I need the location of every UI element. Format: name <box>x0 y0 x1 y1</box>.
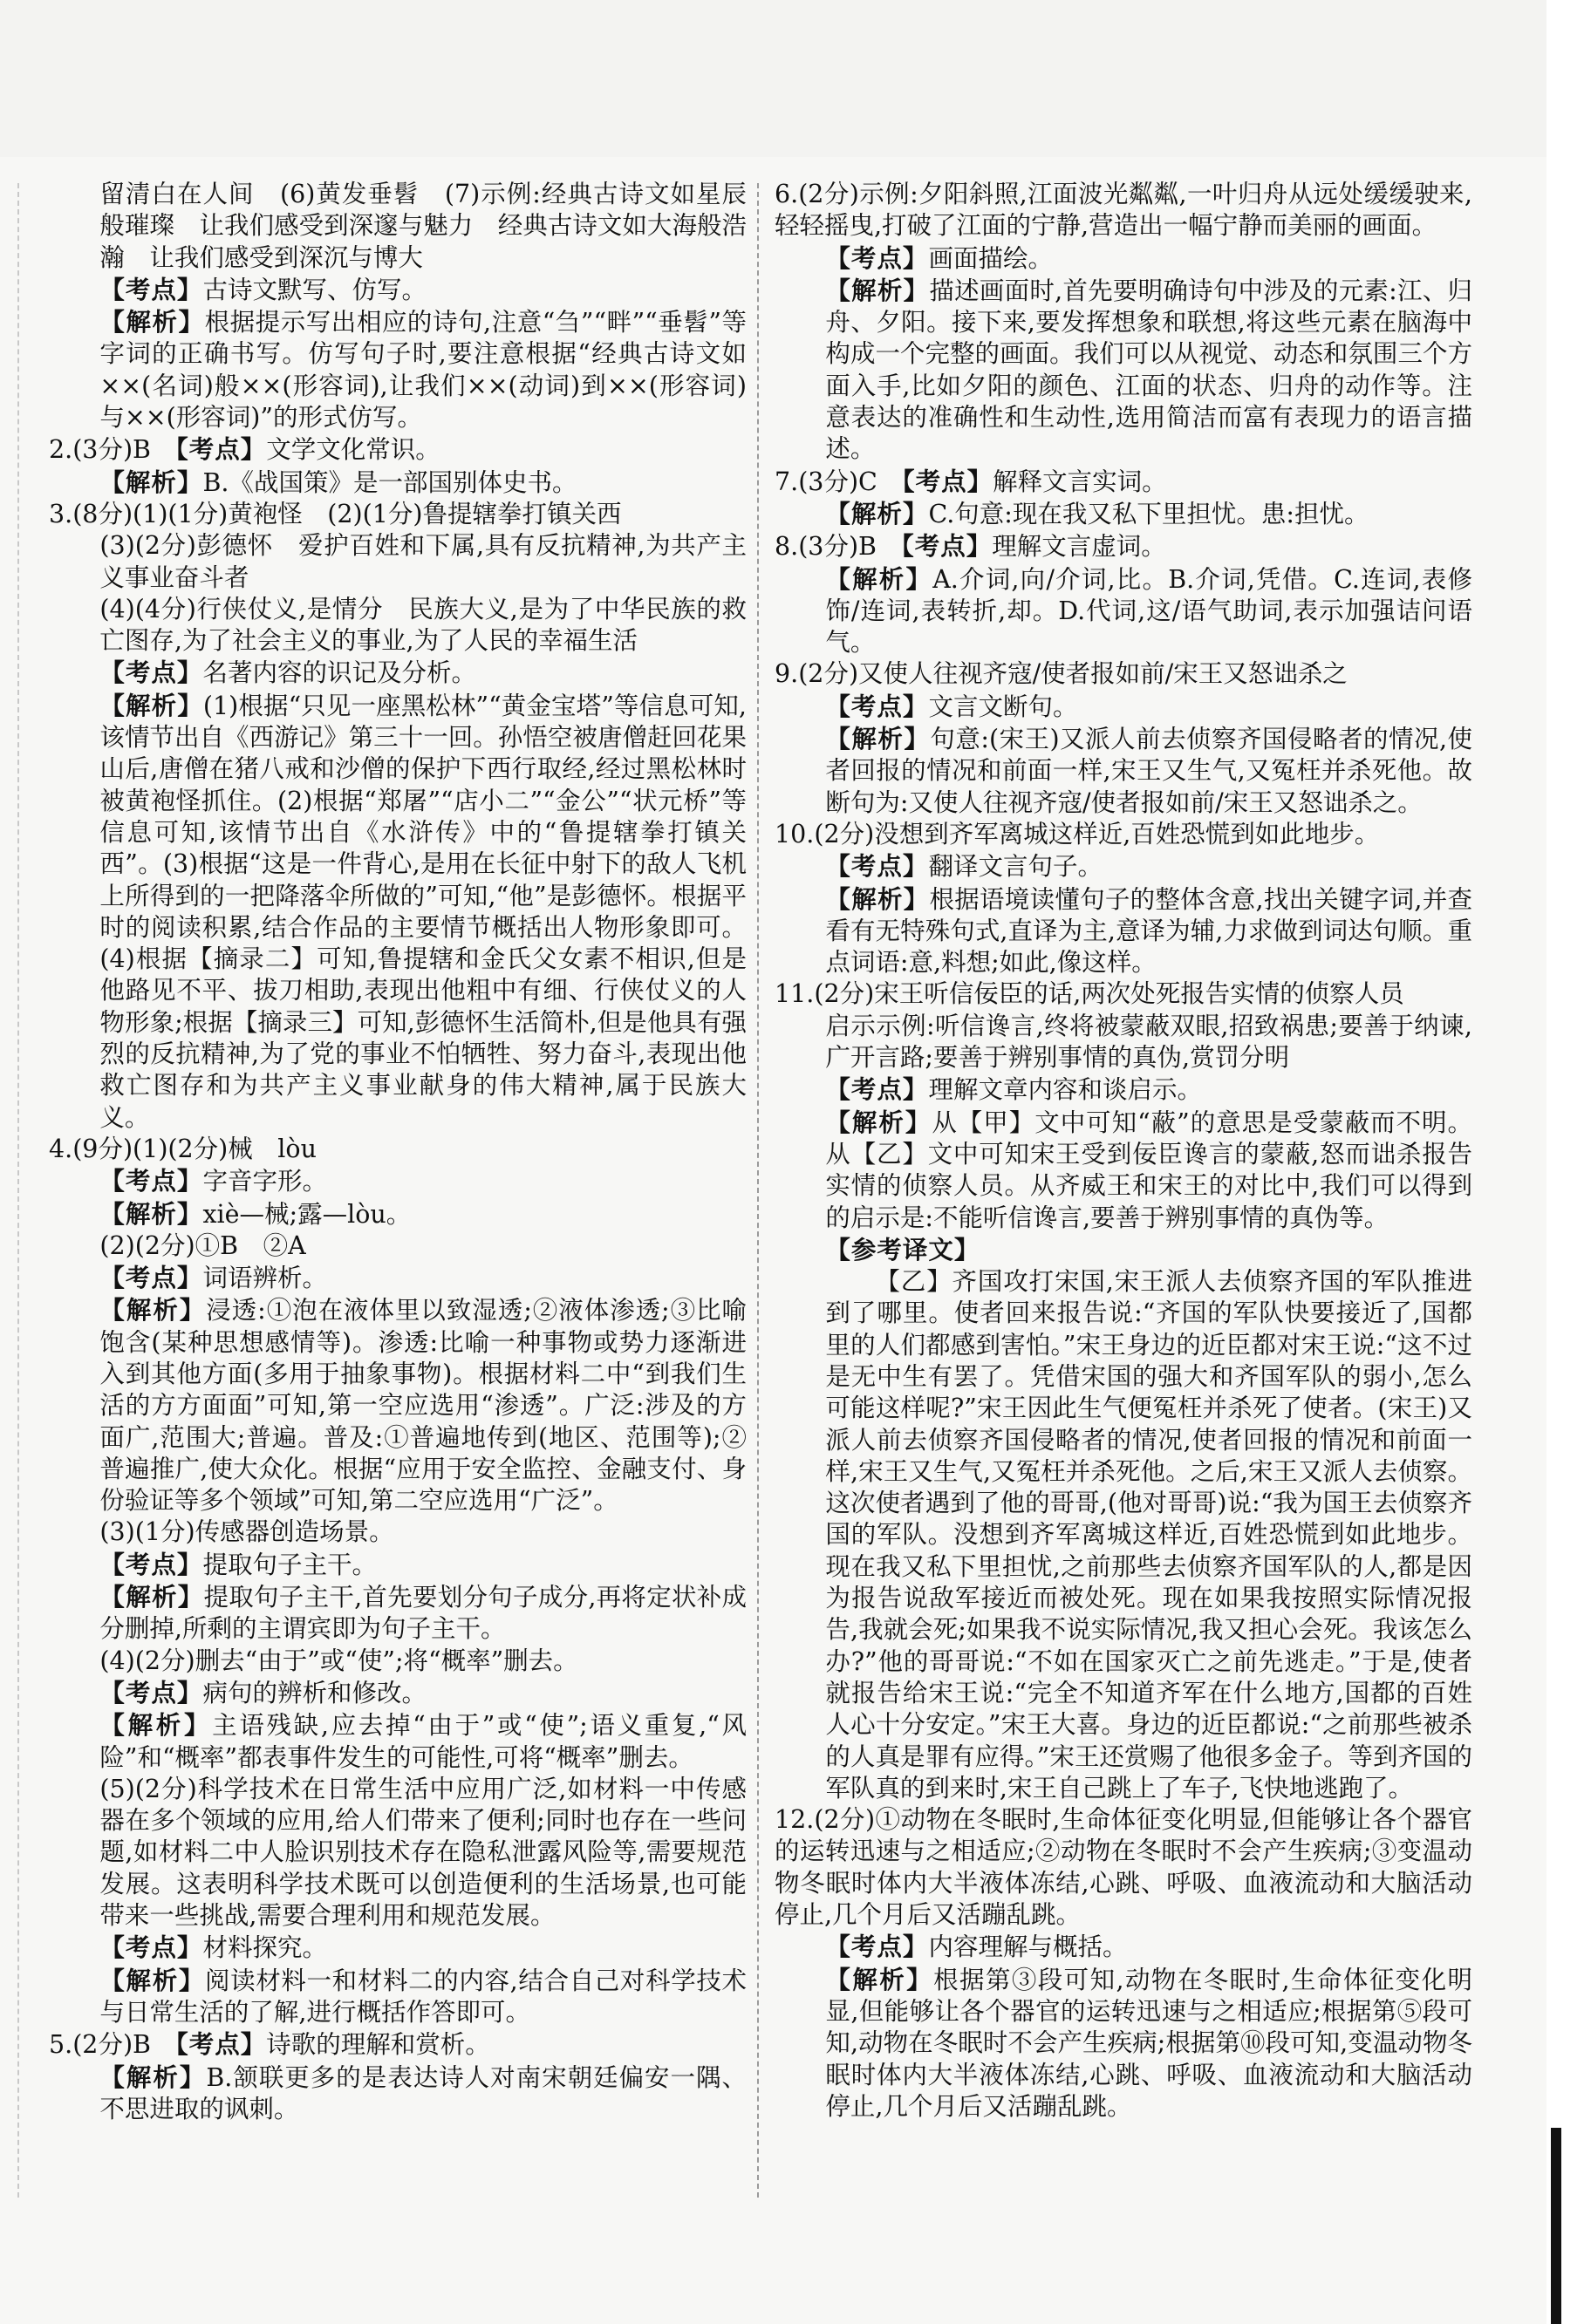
text-run: 浸透:①泡在液体里以致湿透;②液体渗透;③比喻饱含(某种思想感情等)。渗透:比喻一种事物或势力逐渐进入到其他方面(多用于抽象事物)。根据材料二中“到我们生活的方方面面”可知,第一空应选用“渗透”。广泛:涉及的方面广,范围大;普遍。普及:①普遍地传到(地区、范围等);②普遍推广,使大众化。根据“应用于安全监控、金融支付、身份验证等多个领域”可知,第二空应选用“广泛”。 <box>99 1296 747 1516</box>
answer-paragraph <box>775 1931 1472 1963</box>
section-tag: 【考点】 <box>825 1074 929 1105</box>
section-tag: 【考点】 <box>175 434 267 465</box>
answer-paragraph <box>775 498 1472 530</box>
text-run: (3)(2分)彭德怀 爱护百姓和下属,具有反抗精神,为共产主义事业奋斗者 <box>99 531 747 592</box>
section-tag: 【解析】 <box>99 1582 204 1612</box>
answer-paragraph <box>49 1230 747 1262</box>
answer-paragraph <box>49 1516 747 1548</box>
section-tag: 【考点】 <box>99 658 203 688</box>
answer-paragraph <box>49 1932 747 1964</box>
section-tag: 【考点】 <box>99 274 203 304</box>
section-tag: 【解析】 <box>825 275 930 305</box>
text-run: 2.(3分)B <box>49 435 176 465</box>
text-run: 根据语境读懂句子的整体含意,找出关键字词,并查看有无特殊句式,直译为主,意译为辅,力求做到词达句顺。重点词语:意,料想;如此,像这样。 <box>825 884 1472 978</box>
answer-paragraph <box>775 1266 1472 1804</box>
text-run: 名著内容的识记及分析。 <box>202 658 476 688</box>
text-run: (4)(2分)删去“由于”或“使”;将“概率”删去。 <box>99 1646 578 1675</box>
answer-paragraph <box>775 242 1472 275</box>
answer-paragraph <box>49 530 747 594</box>
text-run: (3)(1分)传感器创造场景。 <box>99 1517 394 1547</box>
text-run: 理解文言虚词。 <box>992 532 1166 562</box>
text-run: 11.(2分)宋王听信佞臣的话,两次处死报告实情的侦察人员 <box>775 979 1404 1009</box>
text-run: 5.(2分)B <box>49 2030 176 2060</box>
text-run: 材料探究。 <box>202 1933 327 1963</box>
text-run: 12.(2分)①动物在冬眠时,生命体征变化明显,但能够让各个器官的运转迅速与之相适应;②动物在冬眠时不会产生疾病;③变温动物冬眠时体内大半液体冻结,心跳、呼吸、血液流动和大脑活动停止,几个月后又活蹦乱跳。 <box>775 1805 1472 1930</box>
text-run: 留清白在人间 (6)黄发垂髫 (7)示例:经典古诗文如星辰般璀璨 让我们感受到深邃与魅力 经典古诗文如大海般浩瀚 让我们感受到深沉与博大 <box>99 180 747 272</box>
section-tag: 【考点】 <box>99 1549 203 1579</box>
answer-paragraph <box>49 1646 747 1677</box>
answer-paragraph <box>49 1965 747 2029</box>
text-run: 词语辨析。 <box>202 1264 327 1293</box>
answer-paragraph <box>49 1677 747 1709</box>
text-run: 提取句子主干。 <box>202 1550 377 1579</box>
text-run: 内容理解与概括。 <box>928 1932 1128 1962</box>
text-run: 从【甲】文中可知“蔽”的意思是受蒙蔽而不明。从【乙】文中可知宋王受到佞臣谗言的蒙蔽,怒而诎杀报告实情的侦察人员。从齐威王和宋王的对比中,我们可以得到的启示是:不能听信谗言,要善于辨别事情的真伪等。 <box>825 1107 1472 1232</box>
text-run: 根据提示写出相应的诗句,注意“刍”“畔”“垂髫”等字词的正确书写。仿写句子时,要注意根据“经典古诗文如××(名词)般××(形容词),让我们××(动词)到××(形容词)与××(形容词)”的形式仿写。 <box>99 308 747 433</box>
answer-paragraph <box>49 2062 747 2126</box>
section-tag: 【解析】 <box>825 724 931 754</box>
answer-paragraph <box>775 1234 1472 1266</box>
section-tag: 【考点】 <box>99 1932 203 1963</box>
text-run: A.介词,向/介词,比。B.介词,凭借。C.连词,表修饰/连词,表转折,却。D.代词,这/语气助词,表示加强诘问语气。 <box>825 564 1472 658</box>
text-run: 7.(3分)C <box>775 467 903 496</box>
text-run: (4)(4分)行侠仗义,是情分 民族大义,是为了中华民族的救亡图存,为了社会主义的事业,为了人民的幸福生活 <box>99 594 747 656</box>
section-tag: 【解析】 <box>99 1198 203 1229</box>
answer-paragraph <box>775 658 1472 690</box>
section-tag: 【解析】 <box>99 1965 205 1995</box>
page-edge <box>1546 0 1584 2324</box>
answer-paragraph <box>49 1165 747 1197</box>
top-margin <box>0 0 1584 157</box>
text-run: 3.(8分)(1)(1分)黄袍怪 (2)(1分)鲁提辖拳打镇关西 <box>49 499 622 528</box>
section-tag: 【解析】 <box>825 563 933 594</box>
answer-paragraph <box>775 179 1472 242</box>
answer-paragraph <box>775 1964 1472 2123</box>
text-run: 理解文章内容和谈启示。 <box>928 1075 1202 1105</box>
text-run: 4.(9分)(1)(2分)械 lòu <box>49 1134 317 1163</box>
section-tag: 【考点】 <box>825 242 929 273</box>
section-tag: 【考点】 <box>99 1166 203 1196</box>
answer-paragraph <box>49 1198 747 1230</box>
text-run: xiè—械;露—lòu。 <box>202 1199 412 1229</box>
text-run: 根据第③段可知,动物在冬眠时,生命体征变化明显,但能够让各个器官的运转迅速与之相适应;根据第⑤段可知,动物在冬眠时不会产生疾病;根据第⑩段可知,变温动物冬眠时体内大半液体冻结,心跳、呼吸、血液流动和大脑活动停止,几个月后又活蹦乱跳。 <box>825 1965 1472 2121</box>
answer-paragraph <box>775 1073 1472 1106</box>
answer-paragraph <box>49 467 747 499</box>
answer-paragraph <box>775 275 1472 466</box>
section-tag: 【解析】 <box>825 883 930 914</box>
section-tag: 【考点】 <box>825 691 929 721</box>
answer-paragraph <box>775 1804 1472 1931</box>
section-tag: 【解析】 <box>825 1964 934 1994</box>
answer-paragraph <box>49 306 747 433</box>
answer-paragraph <box>49 594 747 658</box>
text-run: (5)(2分)科学技术在日常生活中应用广泛,如材料一中传感器在多个领域的应用,给人们带来了便利;同时也存在一些问题,如材料二中人脸识别技术存在隐私泄露风险等,需要规范发展。这表明科学技术既可以创造便利的生活场景,也可能带来一些挑战,需要合理利用和规范发展。 <box>99 1774 747 1931</box>
answer-paragraph <box>775 819 1472 850</box>
answer-paragraph <box>49 274 747 306</box>
answer-paragraph <box>49 1262 747 1294</box>
answer-paragraph <box>775 978 1472 1010</box>
text-run: 文言文断句。 <box>928 692 1078 721</box>
section-tag: 【解析】 <box>99 1295 207 1326</box>
answer-paragraph <box>49 1709 747 1774</box>
section-tag: 【解析】 <box>99 307 205 337</box>
answer-paragraph <box>775 1011 1472 1074</box>
section-tag: 【考点】 <box>825 851 929 882</box>
text-run: 翻译文言句子。 <box>928 852 1103 882</box>
answer-paragraph <box>49 433 747 466</box>
answer-paragraph <box>49 690 747 1134</box>
text-run: 【乙】齐国攻打宋国,宋王派人去侦察齐国的军队推进到了哪里。使者回来报告说:“齐国的军队快要接近了,国都里的人们都感到害怕。”宋王身边的近臣都对宋王说:“这不过是无中生有罢了。凭借宋国的强大和齐国军队的弱小,怎么可能这样呢?”宋王因此生气便冤枉并杀死了使者。(宋王)又派人前去侦察齐国侵略者的情况,使者回报的情况和前面一样,宋王又生气,又冤枉并杀死他。之后,宋王又派人去侦察。这次使者遇到了他的哥哥,(他对哥哥)说:“我为国王去侦察齐国的军队。没想到齐军离城这样近,百姓恐慌到如此地步。现在我又私下里担忧,之前那些去侦察齐国军队的人,都是因为报告说敌军接近而被处死。现在如果我按照实际情况报告,我就会死;如果我不说实际情况,我又担心会死。我该怎么办?”他的哥哥说:“不如在国家灭亡之前先逃走。”于是,使者就报告给宋王说:“完全不知道齐军在什么地方,国都的百姓人心十分安定。”宋王大喜。身边的近臣都说:“之前那些被杀的人真是罪有应得。”宋王还赏赐了他很多金子。等到齐国的军队真的到来时,宋王自己跳上了车子,飞快地逃跑了。 <box>825 1267 1472 1803</box>
text-run: 9.(2分)又使人往视齐寇/使者报如前/宋王又怒诎杀之 <box>775 659 1348 689</box>
text-run: (2)(2分)①B ②A <box>99 1230 306 1260</box>
answer-paragraph <box>775 563 1472 659</box>
text-run: 句意:(宋王)又派人前去侦察齐国侵略者的情况,使者回报的情况和前面一样,宋王又生气,又冤枉并杀死他。故断句为:又使人往视齐寇/使者报如前/宋王又怒诎杀之。 <box>825 725 1472 817</box>
text-run: 古诗文默写、仿写。 <box>202 275 427 304</box>
answer-paragraph <box>775 1107 1472 1234</box>
text-run: 6.(2分)示例:夕阳斜照,江面波光粼粼,一叶归舟从远处缓缓驶来,轻轻摇曳,打破了江面的宁静,营造出一幅宁静而美丽的画面。 <box>775 180 1472 241</box>
right-column <box>775 179 1472 2123</box>
section-tag: 【考点】 <box>901 531 993 562</box>
binding-mark <box>1551 2128 1561 2324</box>
answer-paragraph <box>49 499 747 530</box>
answer-paragraph <box>49 1134 747 1165</box>
section-tag: 【解析】 <box>99 2062 207 2092</box>
answer-paragraph <box>49 657 747 689</box>
section-tag: 【解析】 <box>825 498 929 528</box>
text-run: 诗歌的理解和赏析。 <box>266 2030 490 2060</box>
section-tag: 【考点】 <box>99 1677 203 1707</box>
section-tag: 【考点】 <box>825 1932 929 1962</box>
answer-paragraph <box>49 1774 747 1932</box>
answer-paragraph <box>49 1581 747 1646</box>
section-tag: 【解析】 <box>825 1107 932 1137</box>
text-run: 启示示例:听信谗言,终将被蒙蔽双眼,招致祸患;要善于纳谏,广开言路;要善于辨别事情的真伪,赏罚分明 <box>825 1011 1472 1073</box>
section-tag: 【考点】 <box>175 2029 267 2060</box>
answer-paragraph <box>775 883 1472 979</box>
column-divider <box>757 183 759 2198</box>
text-run: 字音字形。 <box>202 1167 327 1196</box>
section-tag: 【参考译文】 <box>825 1234 980 1264</box>
answer-paragraph <box>775 530 1472 562</box>
section-tag: 【解析】 <box>99 1710 213 1741</box>
text-run: C.句意:现在我又私下里担忧。患:担忧。 <box>928 499 1369 528</box>
text-run: 画面描绘。 <box>928 243 1053 273</box>
answer-paragraph <box>775 850 1472 883</box>
section-tag: 【解析】 <box>99 690 203 720</box>
text-run: (1)根据“只见一座黑松林”“黄金宝塔”等信息可知,该情节出自《西游记》第三十一回。孙悟空被唐僧赶回花果山后,唐僧在猪八戒和沙僧的保护下西行取经,经过黑松林时被黄袍怪抓住。(2)根据“郑屠”“店小二”“金公”“状元桥”等信息可知,该情节出自《水浒传》中的“鲁提辖拳打镇关西”。(3)根据“这是一件背心,是用在长征中射下的敌人飞机上所得到的一把降落伞所做的”可知,“他”是彭德怀。根据平时的阅读积累,结合作品的主要情节概括出人物形象即可。(4)根据【摘录二】可知,鲁提辖和金氏父女素不相识,但是他路见不平、拔刀相助,表现出他粗中有细、行侠仗义的人物形象;根据【摘录三】可知,彭德怀生活简朴,但是他具有强烈的反抗精神,为了党的事业不怕牺牲、努力奋斗,表现出他救亡图存和为共产主义事业献身的伟大精神,属于民族大义。 <box>99 691 747 1132</box>
text-run: 阅读材料一和材料二的内容,结合自己对科学技术与日常生活的了解,进行概括作答即可。 <box>99 1966 747 2027</box>
answer-paragraph <box>49 2028 747 2061</box>
text-run: 主语残缺,应去掉“由于”或“使”;语义重复,“风险”和“概率”都表事件发生的可能性,可将“概率”删去。 <box>99 1711 747 1772</box>
text-run: B.《战国策》是一部国别体史书。 <box>202 467 577 497</box>
answer-paragraph <box>49 179 747 274</box>
left-column <box>49 179 747 2125</box>
answer-paragraph <box>49 1294 747 1516</box>
text-run: 描述画面时,首先要明确诗句中涉及的元素:江、归舟、夕阳。接下来,要发挥想象和联想,将这些元素在脑海中构成一个完整的画面。我们可以从视觉、动态和氛围三个方面入手,比如夕阳的颜色、江面的状态、归舟的动作等。注意表达的准确性和生动性,选用简洁而富有表现力的语言描述。 <box>825 276 1472 464</box>
text-run: 8.(3分)B <box>775 532 902 562</box>
text-run: 10.(2分)没想到齐军离城这样近,百姓恐慌到如此地步。 <box>775 819 1380 848</box>
section-tag: 【解析】 <box>99 467 203 497</box>
left-margin-rule <box>17 183 19 2198</box>
text-run: 文学文化常识。 <box>266 435 440 465</box>
answer-paragraph <box>775 691 1472 723</box>
answer-paragraph <box>775 466 1472 498</box>
text-run: 病句的辨析和修改。 <box>202 1678 427 1707</box>
section-tag: 【考点】 <box>902 466 993 496</box>
text-run: 解释文言实词。 <box>993 467 1167 496</box>
text-run: B.颔联更多的是表达诗人对南宋朝廷偏安一隅、不思进取的讽刺。 <box>99 2062 747 2123</box>
answer-paragraph <box>775 723 1472 819</box>
section-tag: 【考点】 <box>99 1263 203 1293</box>
text-run: 提取句子主干,首先要划分句子成分,再将定状补成分删掉,所剩的主谓宾即为句子主干。 <box>99 1583 747 1644</box>
answer-paragraph <box>49 1549 747 1581</box>
